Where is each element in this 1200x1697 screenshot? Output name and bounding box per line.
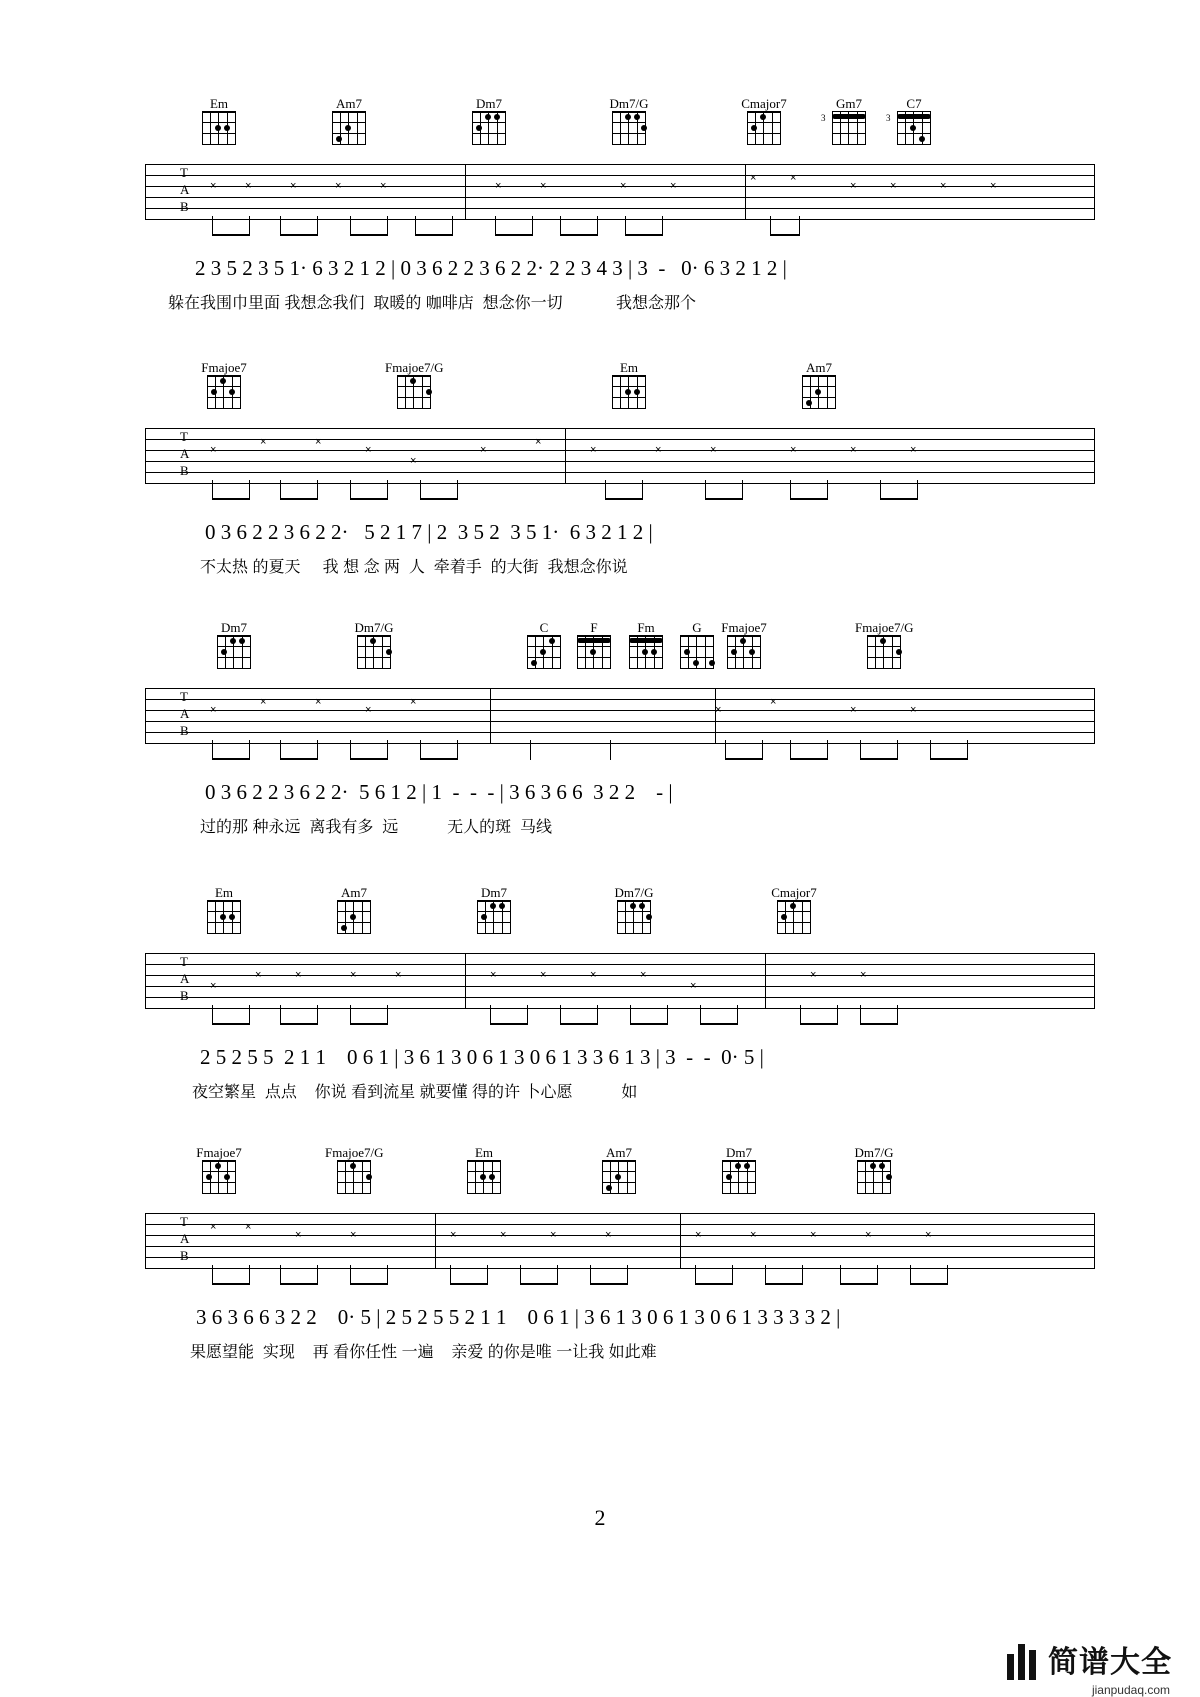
chord-grid — [332, 111, 366, 145]
lyrics: 夜空繁星 点点 你说 看到流星 就要懂 得的许 卜心愿 如 — [192, 1084, 638, 1101]
chord-name: Dm7 — [481, 885, 507, 900]
chord-name: F — [590, 620, 598, 635]
chord-name: Dm7 — [221, 620, 247, 635]
chord-grid — [867, 635, 901, 669]
chord-diagram — [855, 620, 913, 669]
lyrics-row — [0, 1339, 1200, 1365]
chord-diagram — [845, 1145, 903, 1194]
tab-notation-glyphs: × × × × × × × × × × × × × — [150, 1213, 1150, 1293]
chord-name: Am7 — [341, 885, 367, 900]
chord-diagram-row — [0, 360, 1200, 418]
chord-grid — [777, 900, 811, 934]
chord-diagram — [600, 360, 658, 409]
chord-diagram — [765, 885, 823, 934]
chord-diagram-row — [0, 620, 1200, 678]
tab-staff — [0, 1205, 1200, 1301]
chord-grid — [617, 900, 651, 934]
logo-bars-icon — [1007, 1638, 1040, 1680]
numbered-notation-row — [0, 780, 1200, 814]
chord-diagram — [325, 885, 383, 934]
chord-name: G — [692, 620, 702, 635]
chord-diagram — [605, 885, 663, 934]
chord-diagram — [345, 620, 403, 669]
chord-grid — [629, 635, 663, 669]
chord-diagram — [820, 96, 878, 145]
tab-staff — [0, 156, 1200, 252]
chord-diagram — [565, 620, 623, 669]
numbered-notation: 2 3 5 2 3 5 1· 6 3 2 1 2 | 0 3 6 2 2 3 6 2 2· 2 2 3 4 3 | 3 - 0· 6 3 2 1 2 | — [195, 256, 787, 280]
page-number: 2 — [594, 1505, 606, 1530]
watermark-logo — [1007, 1637, 1172, 1697]
chord-grid — [802, 375, 836, 409]
numbered-notation-row — [0, 1305, 1200, 1339]
chord-grid: 3 — [832, 111, 866, 145]
chord-grid — [602, 1160, 636, 1194]
lyrics-row — [0, 814, 1200, 840]
tab-notation-glyphs: × × × × × × × × × × × × × × × — [150, 164, 1150, 244]
chord-diagram — [325, 1145, 383, 1194]
chord-diagram — [465, 885, 523, 934]
chord-grid — [397, 375, 431, 409]
system-3 — [0, 620, 1200, 840]
chord-name: Em — [619, 360, 639, 375]
chord-diagram — [385, 360, 443, 409]
chord-diagram — [320, 96, 378, 145]
chord-name: Dm7/G — [854, 1145, 894, 1160]
tab-clef: T A B — [180, 954, 190, 1003]
chord-diagram — [617, 620, 675, 669]
chord-name: Am7 — [336, 96, 362, 111]
chord-grid — [747, 111, 781, 145]
tab-staff — [0, 420, 1200, 516]
tab-staff — [0, 680, 1200, 776]
lyrics: 不太热 的夏天 我 想 念 两 人 牵着手 的大街 我想念你说 — [200, 559, 628, 576]
chord-grid — [202, 111, 236, 145]
chord-diagram — [885, 96, 943, 145]
chord-name: Dm7 — [726, 1145, 752, 1160]
chord-grid — [727, 635, 761, 669]
chord-grid — [472, 111, 506, 145]
chord-grid — [207, 375, 241, 409]
system-2 — [0, 360, 1200, 580]
chord-grid — [217, 635, 251, 669]
lyrics-row — [0, 1079, 1200, 1105]
chord-name: Dm7 — [476, 96, 502, 111]
chord-name: Fmajoe7/G — [325, 1145, 384, 1160]
tab-clef: T A B — [180, 165, 190, 214]
chord-grid — [357, 635, 391, 669]
chord-name: Gm7 — [836, 96, 862, 111]
chord-name: Em — [209, 96, 229, 111]
chord-name: Am7 — [606, 1145, 632, 1160]
chord-diagram — [455, 1145, 513, 1194]
lyrics: 躲在我围巾里面 我想念我们 取暖的 咖啡店 想念你一切 我想念那个 — [168, 295, 697, 312]
chord-name: C7 — [906, 96, 922, 111]
watermark-text: 简谱大全 — [1048, 1646, 1172, 1679]
chord-grid — [207, 900, 241, 934]
chord-grid — [612, 375, 646, 409]
chord-name: Cmajor7 — [741, 96, 787, 111]
chord-grid — [857, 1160, 891, 1194]
numbered-notation-row — [0, 1045, 1200, 1079]
chord-name: Dm7/G — [609, 96, 649, 111]
lyrics-row — [0, 554, 1200, 580]
numbered-notation: 2 5 2 5 5 2 1 1 0 6 1 | 3 6 1 3 0 6 1 3 0 6 1 3 3 6 1 3 | 3 - - 0· 5 | — [200, 1045, 764, 1069]
chord-name: Dm7/G — [614, 885, 654, 900]
chord-diagram — [600, 96, 658, 145]
numbered-notation-row — [0, 256, 1200, 290]
numbered-notation: 0 3 6 2 2 3 6 2 2· 5 2 1 7 | 2 3 5 2 3 5 1· 6 3 2 1 2 | — [205, 520, 653, 544]
tab-clef: T A B — [180, 689, 190, 738]
chord-name: Fmajoe7 — [721, 620, 767, 635]
chord-grid — [202, 1160, 236, 1194]
chord-grid — [527, 635, 561, 669]
chord-grid — [722, 1160, 756, 1194]
system-5 — [0, 1145, 1200, 1365]
chord-name: Fmajoe7/G — [385, 360, 444, 375]
chord-diagram — [195, 885, 253, 934]
tab-staff — [0, 945, 1200, 1041]
numbered-notation: 3 6 3 6 6 3 2 2 0· 5 | 2 5 2 5 5 2 1 1 0 6 1 | 3 6 1 3 0 6 1 3 0 6 1 3 3 3 3 2 | — [196, 1305, 841, 1329]
chord-grid — [337, 900, 371, 934]
chord-grid — [612, 111, 646, 145]
chord-diagram — [195, 360, 253, 409]
chord-diagram — [735, 96, 793, 145]
chord-name: Fmajoe7 — [196, 1145, 242, 1160]
system-1 — [0, 96, 1200, 316]
tab-notation-glyphs: × × × × × × × × × × × × — [150, 953, 1150, 1033]
chord-name: Cmajor7 — [771, 885, 817, 900]
tab-notation-glyphs: × × × × × × × × × × × × × — [150, 428, 1150, 508]
chord-name: Fmajoe7/G — [855, 620, 914, 635]
chord-name: Fmajoe7 — [201, 360, 247, 375]
tab-clef: T A B — [180, 429, 190, 478]
chord-name: Am7 — [806, 360, 832, 375]
chord-diagram-row — [0, 885, 1200, 943]
chord-diagram-row — [0, 1145, 1200, 1203]
tab-clef: T A B — [180, 1214, 190, 1263]
system-4 — [0, 885, 1200, 1105]
chord-grid — [477, 900, 511, 934]
lyrics: 过的那 种永远 离我有多 远 无人的斑 马线 — [200, 819, 553, 836]
chord-name: Fm — [637, 620, 655, 635]
chord-diagram — [790, 360, 848, 409]
lyrics: 果愿望能 实现 再 看你任性 一遍 亲爱 的你是唯 一让我 如此难 — [190, 1344, 657, 1361]
chord-diagram — [190, 1145, 248, 1194]
lyrics-row — [0, 290, 1200, 316]
chord-grid — [467, 1160, 501, 1194]
tab-notation-glyphs: × × × × × × × × × — [150, 688, 1150, 768]
chord-name: Dm7/G — [354, 620, 394, 635]
chord-diagram — [190, 96, 248, 145]
numbered-notation-row — [0, 520, 1200, 554]
chord-grid — [337, 1160, 371, 1194]
chord-diagram — [710, 1145, 768, 1194]
chord-diagram — [460, 96, 518, 145]
chord-grid — [680, 635, 714, 669]
chord-grid: 3 — [897, 111, 931, 145]
chord-name: C — [539, 620, 549, 635]
watermark-url: jianpudaq.com — [1091, 1683, 1170, 1697]
chord-diagram — [590, 1145, 648, 1194]
chord-grid — [577, 635, 611, 669]
chord-diagram-row — [0, 96, 1200, 154]
chord-name: Em — [214, 885, 234, 900]
chord-diagram — [715, 620, 773, 669]
numbered-notation: 0 3 6 2 2 3 6 2 2· 5 6 1 2 | 1 - - - | 3 6 3 6 6 3 2 2 - | — [205, 780, 673, 804]
chord-diagram — [205, 620, 263, 669]
chord-name: Em — [474, 1145, 494, 1160]
